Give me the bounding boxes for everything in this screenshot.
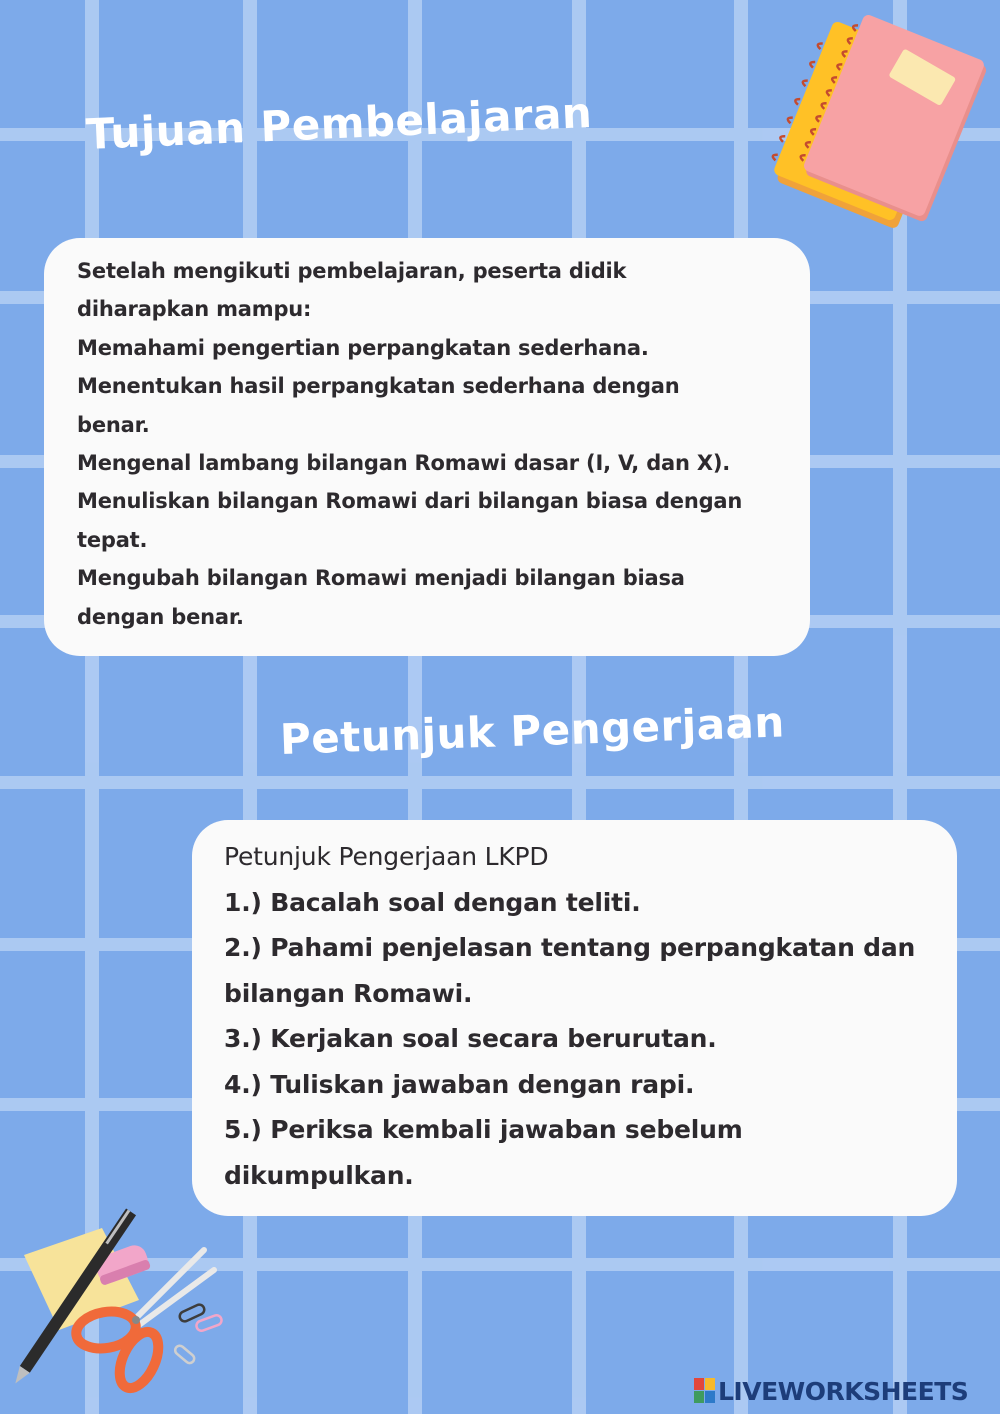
petunjuk-heading: Petunjuk Pengerjaan LKPD bbox=[224, 842, 549, 871]
tujuan-line: tepat. bbox=[77, 527, 148, 552]
petunjuk-line: 3.) Kerjakan soal secara berurutan. bbox=[224, 1024, 717, 1053]
tujuan-line: Menentukan hasil perpangkatan sederhana dengan bbox=[77, 374, 680, 399]
section-title-petunjuk: Petunjuk Pengerjaan bbox=[279, 697, 786, 764]
liveworksheets-logo-icon bbox=[694, 1378, 716, 1404]
tujuan-line: Mengubah bilangan Romawi menjadi bilangan biasa bbox=[77, 566, 685, 591]
petunjuk-line: bilangan Romawi. bbox=[224, 978, 473, 1008]
tujuan-line: dengan benar. bbox=[77, 604, 244, 629]
notebooks-illustration bbox=[765, 10, 990, 245]
petunjuk-line: 1.) Bacalah soal dengan teliti. bbox=[224, 887, 641, 917]
card-petunjuk bbox=[192, 820, 957, 1216]
tujuan-list bbox=[77, 252, 795, 636]
petunjuk-list bbox=[224, 834, 934, 1198]
tujuan-line: benar. bbox=[77, 412, 150, 437]
stationery-illustration bbox=[14, 1190, 234, 1410]
liveworksheets-brand[interactable] bbox=[694, 1374, 968, 1408]
card-tujuan bbox=[44, 238, 810, 656]
petunjuk-line: 5.) Periksa kembali jawaban sebelum bbox=[224, 1115, 743, 1144]
petunjuk-line: 4.) Tuliskan jawaban dengan rapi. bbox=[224, 1069, 695, 1099]
tujuan-line: diharapkan mampu: bbox=[77, 297, 312, 322]
brand-text: LIVEWORKSHEETS bbox=[718, 1376, 969, 1406]
tujuan-line: Menuliskan bilangan Romawi dari bilangan biasa dengan bbox=[77, 489, 743, 514]
tujuan-line: Setelah mengikuti pembelajaran, peserta didik bbox=[77, 259, 627, 283]
petunjuk-line: dikumpulkan. bbox=[224, 1160, 414, 1190]
petunjuk-line: 2.) Pahami penjelasan tentang perpangkatan dan bbox=[224, 933, 916, 962]
tujuan-line: Mengenal lambang bilangan Romawi dasar (I, V, dan X). bbox=[77, 451, 731, 476]
tujuan-line: Memahami pengertian perpangkatan sederhana. bbox=[77, 335, 649, 360]
section-title-tujuan: Tujuan Pembelajaran bbox=[84, 87, 594, 159]
